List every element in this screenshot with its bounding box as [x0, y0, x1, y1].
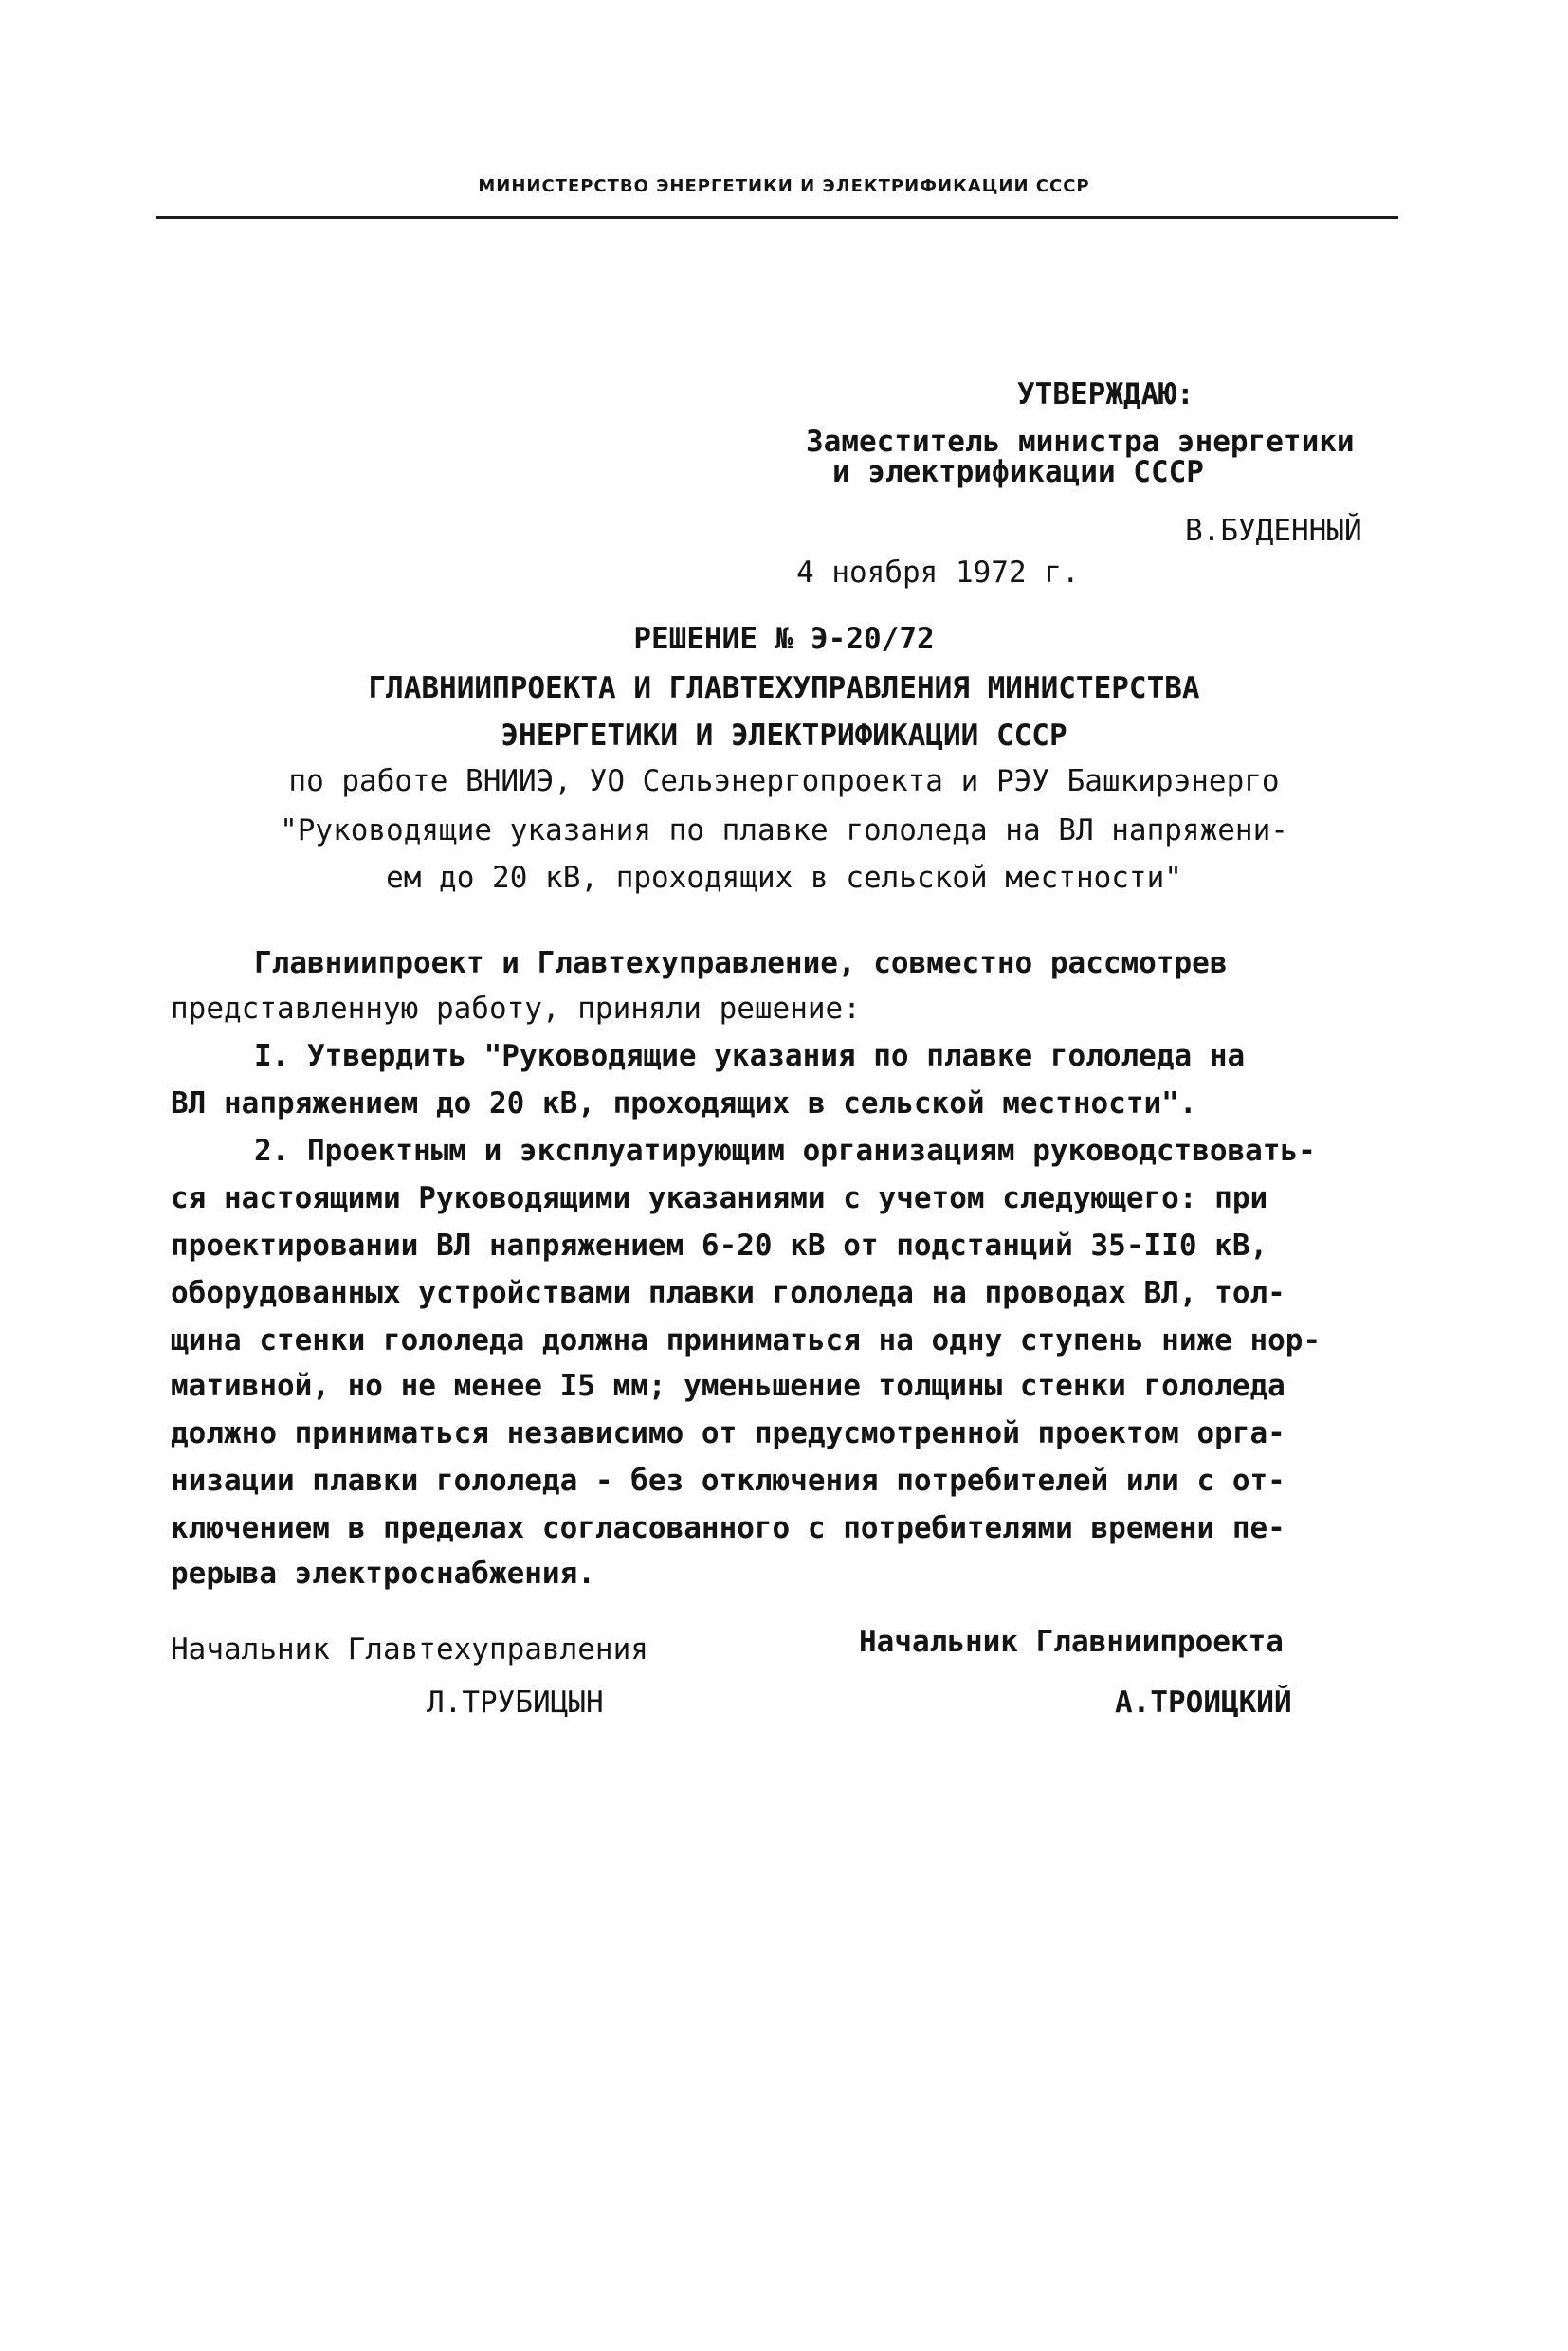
header-divider — [156, 216, 1398, 219]
body-item2-line2: ся настоящими Руководящими указаниями с учетом следующего: при — [171, 1181, 1268, 1215]
decision-org-line2: ЭНЕРГЕТИКИ И ЭЛЕКТРИФИКАЦИИ СССР — [501, 719, 1067, 753]
body-item2-line8: низации плавки гололеда - без отключения потребителей или с от- — [171, 1464, 1285, 1498]
body-item2-line7: должно приниматься независимо от предусмотренной проектом орга- — [171, 1416, 1285, 1450]
approval-position-line2: и электрификации СССР — [832, 455, 1204, 489]
body-item2-line1: 2. Проектным и эксплуатирующим организациям руководствовать- — [254, 1134, 1316, 1168]
decision-org-line1: ГЛАВНИИПРОЕКТА И ГЛАВТЕХУПРАВЛЕНИЯ МИНИСТЕРСТВА — [368, 671, 1200, 705]
body-item2-line9: ключением в пределах согласованного с потребителями времени пе- — [171, 1511, 1285, 1545]
body-item1-line1: I. Утвердить "Руководящие указания по плавке гололеда на — [254, 1039, 1246, 1073]
body-item2-line4: оборудованных устройствами плавки гололеда на проводах ВЛ, тол- — [171, 1276, 1285, 1310]
signature-right-name: А.ТРОИЦКИЙ — [1115, 1686, 1292, 1720]
decision-subject-line3: ем до 20 кВ, проходящих в сельской местности" — [386, 861, 1182, 895]
body-intro-line2: представленную работу, приняли решение: — [171, 992, 861, 1026]
decision-number: РЕШЕНИЕ № Э-20/72 — [633, 622, 935, 656]
body-item2-line3: проектировании ВЛ напряжением 6-20 кВ от подстанций 35-II0 кВ, — [171, 1229, 1268, 1263]
body-item2-line10: рерыва электроснабжения. — [171, 1557, 595, 1591]
body-item2-line5: щина стенки гололеда должна приниматься на одну ступень ниже нор- — [171, 1323, 1322, 1358]
ministry-header: МИНИСТЕРСТВО ЭНЕРГЕТИКИ И ЭЛЕКТРИФИКАЦИИ СССР — [478, 176, 1090, 196]
body-item2-line6: мативной, но не менее I5 мм; уменьшение толщины стенки гололеда — [171, 1369, 1285, 1403]
approval-date: 4 ноября 1972 г. — [796, 556, 1080, 590]
signature-left-name: Л.ТРУБИЦЫН — [427, 1686, 604, 1720]
decision-subject-line1: по работе ВНИИЭ, УО Сельэнергопроекта и РЭУ Башкирэнерго — [288, 764, 1280, 798]
approval-signatory: В.БУДЕННЫЙ — [1185, 514, 1362, 548]
body-item1-line2: ВЛ напряжением до 20 кВ, проходящих в сельской местности". — [171, 1086, 1197, 1121]
decision-subject-line2: "Руководящие указания по плавке гололеда на ВЛ напряжени- — [280, 813, 1288, 847]
approval-label: УТВЕРЖДАЮ: — [1017, 377, 1194, 411]
signature-left-title: Начальник Главтехуправления — [171, 1632, 648, 1667]
signature-right-title: Начальник Главниипроекта — [859, 1625, 1284, 1659]
body-intro-line1: Главниипроект и Главтехуправление, совместно рассмотрев — [254, 946, 1228, 980]
approval-position-line1: Заместитель министра энергетики — [806, 425, 1355, 459]
